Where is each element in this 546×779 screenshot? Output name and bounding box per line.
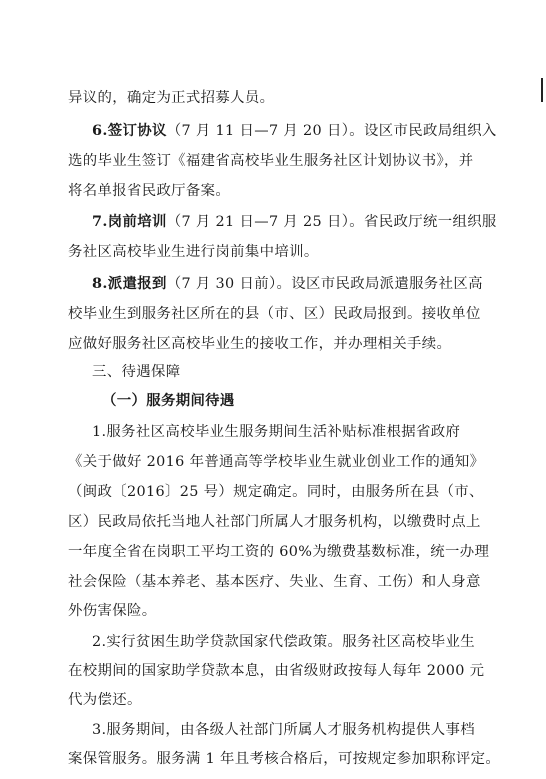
item-title: 派遣报到 bbox=[107, 275, 167, 292]
text-line: 务社区高校毕业生进行岗前集中培训。 bbox=[68, 244, 319, 260]
item-title: 签订协议 bbox=[107, 122, 167, 139]
text-line: 外伤害保险。 bbox=[68, 603, 157, 619]
text-line: 在校期间的国家助学贷款本息，由省级财政按每人每年 2000 元 bbox=[68, 663, 485, 679]
item-number: 6. bbox=[92, 122, 108, 139]
text-line: 案保管服务。服务满 1 年且考核合格后，可按规定参加职称评定。 bbox=[68, 751, 501, 767]
text-line: 2.实行贫困生助学贷款国家代偿政策。服务社区高校毕业生 bbox=[92, 634, 475, 650]
text-line: 《关于做好 2016 年普通高等学校毕业生就业创业工作的通知》 bbox=[68, 454, 485, 470]
item-dispatch-report bbox=[92, 274, 483, 294]
text-line: 社会保险（基本养老、基本医疗、失业、生育、工伤）和人身意 bbox=[68, 574, 481, 590]
text-line: 将名单报省民政厅备案。 bbox=[68, 183, 231, 199]
text-line: 应做好服务社区高校毕业生的接收工作，并办理相关手续。 bbox=[68, 336, 452, 352]
text-line: 异议的，确定为正式招募人员。 bbox=[68, 90, 275, 106]
text-line: 选的毕业生签订《福建省高校毕业生服务社区计划协议书》，并 bbox=[68, 153, 474, 169]
item-text: （7 月 11 日—7 月 20 日）。设区市民政局组织入 bbox=[166, 123, 497, 139]
subsection-heading-service-benefits: （一）服务期间待遇 bbox=[102, 393, 235, 409]
text-line: 代为偿还。 bbox=[68, 692, 142, 708]
page-edge-mark bbox=[541, 78, 543, 102]
text-line: 区）民政局依托当地人社部门所属人才服务机构，以缴费时点上 bbox=[68, 514, 481, 530]
text-line: （闽政〔2016〕25 号）规定确定。同时，由服务所在县（市、 bbox=[68, 484, 484, 500]
text-line: 校毕业生到服务社区所在的县（市、区）民政局报到。接收单位 bbox=[68, 306, 481, 322]
item-number: 8. bbox=[92, 275, 108, 292]
item-pre-job-training bbox=[92, 212, 497, 232]
section-heading-benefits: 三、待遇保障 bbox=[92, 364, 181, 380]
item-number: 7. bbox=[92, 213, 108, 230]
text-line: 一年度全省在岗职工平均工资的 60%为缴费基数标准，统一办理 bbox=[68, 544, 490, 560]
item-text: （7 月 30 日前）。设区市民政局派遣服务社区高 bbox=[166, 276, 483, 292]
text-line: 3.服务期间，由各级人社部门所属人才服务机构提供人事档 bbox=[92, 722, 475, 738]
item-sign-agreement bbox=[92, 121, 497, 141]
text-line: 1.服务社区高校毕业生服务期间生活补贴标准根据省政府 bbox=[92, 424, 461, 440]
item-text: （7 月 21 日—7 月 25 日）。省民政厅统一组织服 bbox=[166, 214, 497, 230]
item-title: 岗前培训 bbox=[107, 213, 167, 230]
